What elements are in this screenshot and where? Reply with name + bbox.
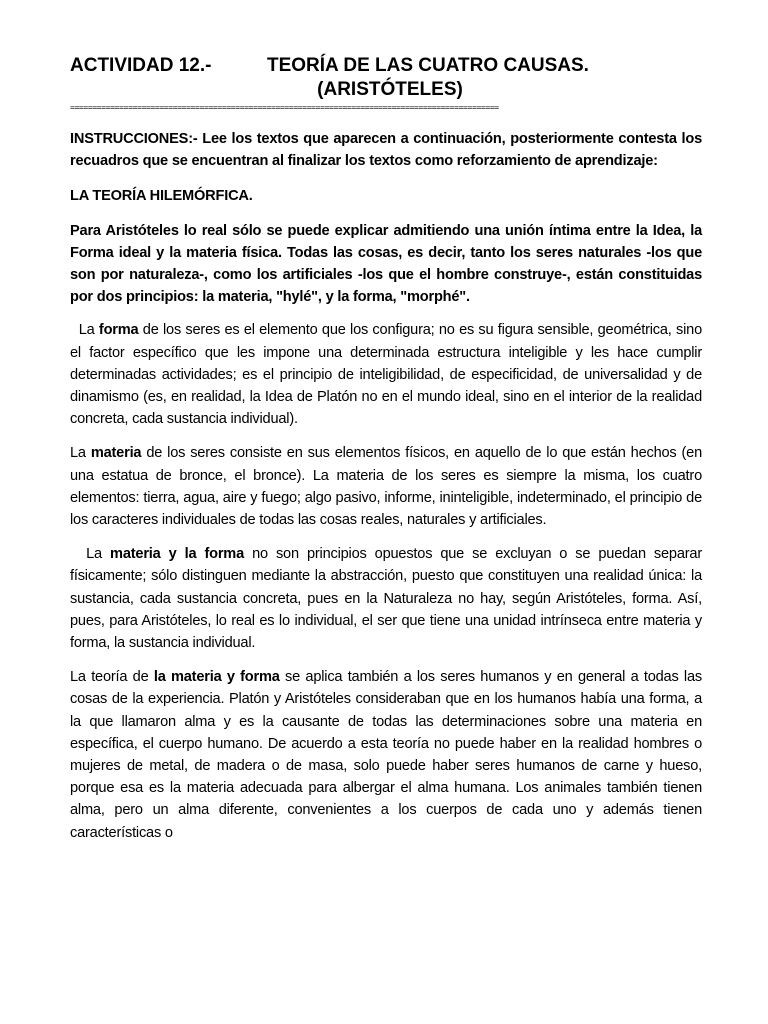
- paragraph-human-pre: La teoría de: [70, 669, 154, 686]
- separator-rule: ================================================================================================: [70, 103, 499, 112]
- activity-label: ACTIVIDAD 12.-: [70, 55, 212, 76]
- document-subtitle: (ARISTÓTELES): [317, 79, 463, 100]
- paragraph-human-body: se aplica también a los seres humanos y en general a todas las cosas de la experiencia. Platón y Aristóteles consideraban que en los humanos había una forma, a la que llamaron alma y es la causante de todas las determinaciones sobre una materia en específica, el cuerpo humano. De acuerdo a esta teoría no puede haber en la realidad hombres o mujeres de metal, de madera o de masa, solo puede haber seres humanos de carne y hueso, porque esa es la materia adecuada para albergar el alma humana. Los animales también tienen alma, pero un alma diferente, convenientes a los cuerpos de cada uno y además tienen características o: [70, 669, 702, 841]
- paragraph-materia-pre: La: [70, 445, 91, 462]
- title-row: [70, 54, 702, 78]
- paragraph-materia-forma: [70, 543, 702, 654]
- paragraph-forma-body: de los seres es el elemento que los configura; no es su figura sensible, geométrica, sino el factor específico que les impone una determinada estructura inteligible y les hace cumplir determinadas actividades; es el principio de inteligibilidad, de especificidad, de universalidad y de dinamismo (es, en realidad, la Idea de Platón no en el mundo ideal, sino en el interior de la realidad concreta, cada sustancia individual).: [70, 322, 702, 428]
- paragraph-materia-body: de los seres consiste en sus elementos físicos, en aquello de lo que están hechos (en una estatua de bronce, el bronce). La materia de los seres es siempre la misma, los cuatro elementos: tierra, agua, aire y fuego; algo pasivo, informe, ininteligible, indeterminado, el principio de los caracteres individuales de todas las cosas reales, naturales y artificiales.: [70, 445, 702, 529]
- document-page: [70, 54, 702, 844]
- paragraph-materia-forma-body: no son principios opuestos que se excluyan o se puedan separar físicamente; sólo distinguen mediante la abstracción, puesto que constituyen una realidad única: la sustancia, cada sustancia concreta, pues en la Naturaleza no hay, según Aristóteles, forma. Así, pues, para Aristóteles, lo real es lo individual, el ser que tiene una unidad intrínseca entre materia y forma, la sustancia individual.: [70, 546, 703, 652]
- paragraph-materia-forma-pre: La: [86, 546, 111, 563]
- paragraph-forma-term: forma: [98, 322, 139, 339]
- instructions-text: Lee los textos que aparecen a continuación, posteriormente contesta los recuadros que se encuentran al finalizar los textos como reforzamiento de aprendizaje:: [70, 131, 702, 170]
- paragraph-human-term: la materia y forma: [153, 669, 280, 686]
- paragraph-human-application: [70, 666, 702, 844]
- paragraph-hylemorphic-intro: Para Aristóteles lo real sólo se puede explicar admitiendo una unión íntima entre la Idea, la Forma ideal y la materia física. Todas las cosas, es decir, tanto los seres naturales -los que son por naturaleza-, como los artificiales -los que el hombre construye-, están constituidas por dos principios: la materia, "hylé", y la forma, "morphé".: [70, 222, 702, 306]
- paragraph-materia-forma-term: materia y la forma: [110, 546, 244, 563]
- paragraph-materia: [70, 442, 702, 531]
- paragraph-materia-term: materia: [90, 445, 142, 462]
- document-title: TEORÍA DE LAS CUATRO CAUSAS.: [267, 55, 589, 76]
- paragraph-forma: [70, 319, 702, 430]
- instructions-label: INSTRUCCIONES:-: [70, 131, 198, 147]
- instructions-paragraph: [70, 128, 702, 172]
- paragraph-forma-pre: La: [78, 322, 99, 339]
- section-heading: LA TEORÍA HILEMÓRFICA.: [70, 188, 253, 205]
